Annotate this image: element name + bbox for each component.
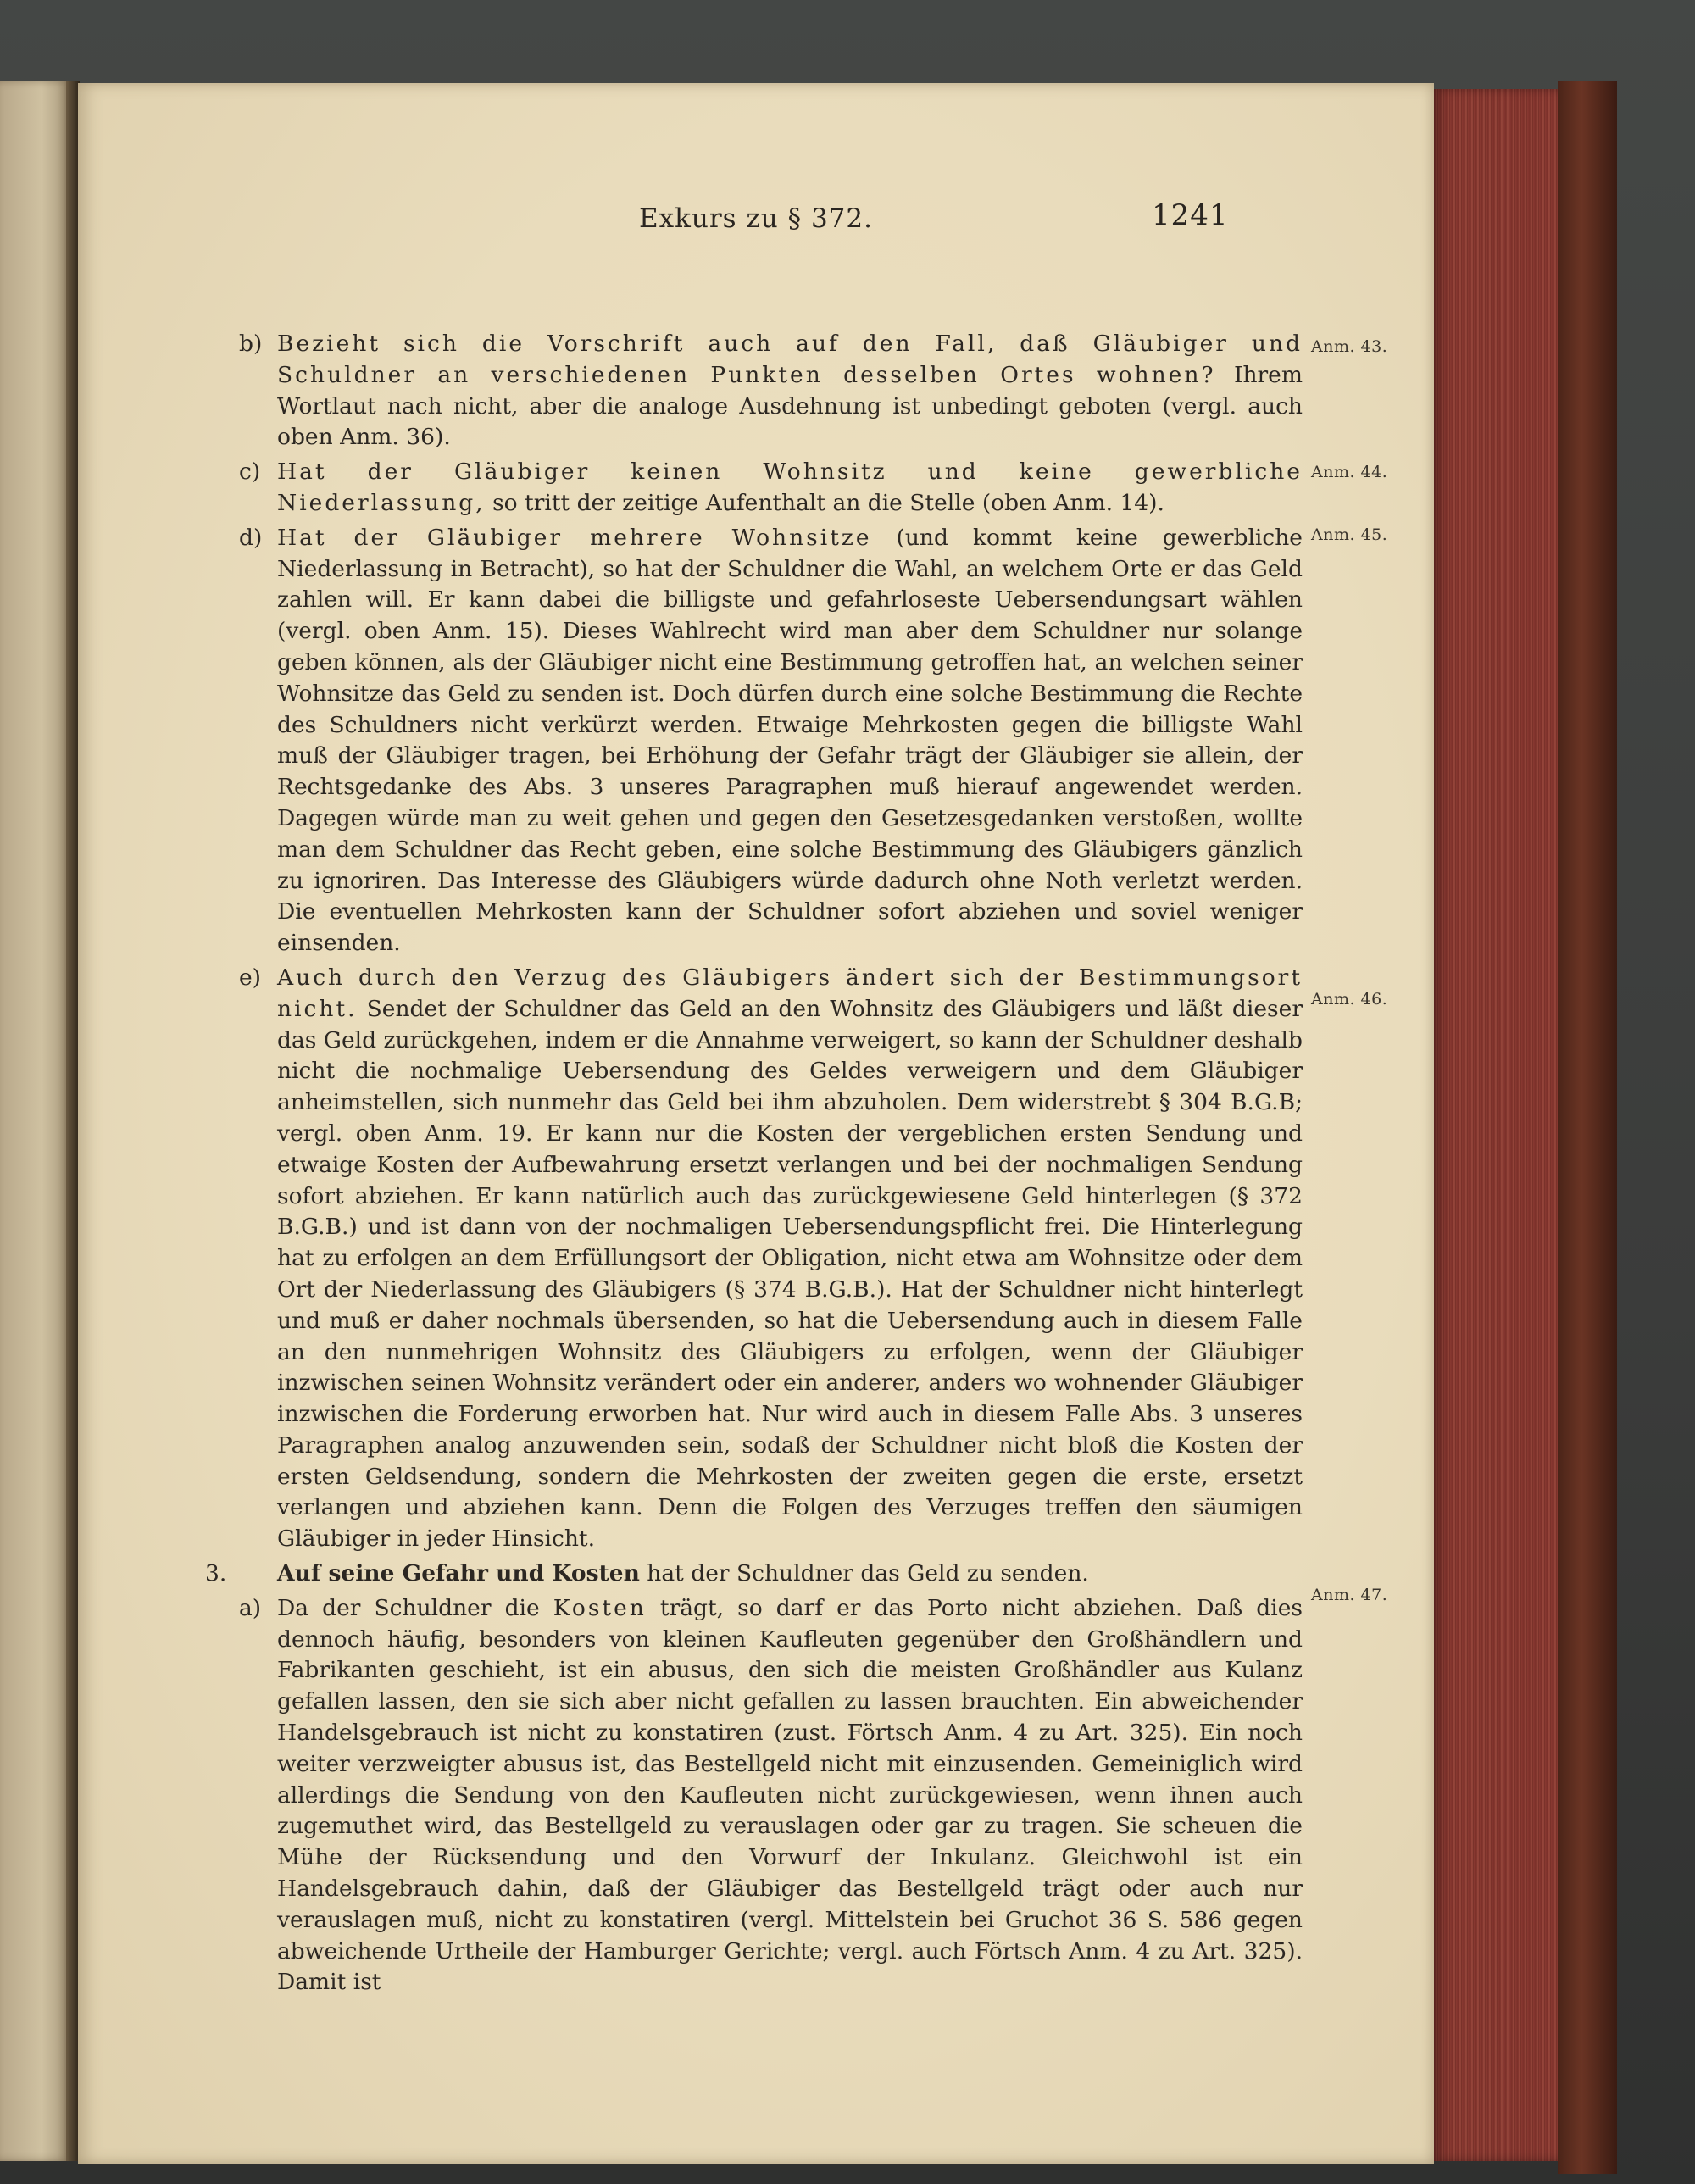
page-number: 1241 — [1152, 198, 1229, 232]
margin-note: Anm. 47. — [1311, 1586, 1388, 1604]
spaced-lead: Bezieht sich die Vorschrift auch auf den Fall, daß Gläubiger und Schuldner an verschiedenen Punkten desselben Ortes wohnen? — [277, 331, 1303, 388]
paragraph — [277, 1593, 1303, 1998]
item-c — [239, 457, 1303, 520]
item-marker: d) — [239, 524, 263, 551]
paragraph-text: Sendet der Schuldner das Geld an den Wohnsitz des Gläubigers und läßt dieser das Geld zurückgehen, indem er die Annahme verweigert, so kann der Schuldner deshalb nicht die nochmalige Uebersendung des Geldes verweigern und dem Gläubiger anheimstellen, sich nunmehr das Geld bei ihm abzuholen. Dem widerstrebt § 304 B.G.B; vergl. oben Anm. 19. Er kann nur die Kosten der vergeblichen ersten Sendung und etwaige Kosten der Aufbewahrung ersetzt verlangen und bei der nochmaligen Sendung sofort abziehen. Er kann natürlich auch das zurückgewiesene Geld hinterlegen (§ 372 B.G.B.) und ist dann von der nochmaligen Uebersendungspflicht frei. Die Hinterlegung hat zu erfolgen an dem Erfüllungsort der Obligation, nicht etwa am Wohnsitze oder dem Ort der Niederlassung des Gläubigers (§ 374 B.G.B.). Hat der Schuldner nicht hinterlegt und muß er daher nochmals übersenden, so hat die Uebersendung auch in diesem Falle an den nunmehrigen Wohnsitz des Gläubigers zu erfolgen, wenn der Gläubiger inzwischen seinen Wohnsitz verändert oder ein anderer, anders wo wohnender Gläubiger inzwischen die Forderung erworben hat. Nur wird auch in diesem Falle Abs. 3 unseres Paragraphen analog anzuwenden sein, sodaß der Schuldner nicht bloß die Kosten der ersten Geldsendung, sondern die Mehrkosten der zweiten gegen die erste, ersetzt verlangen und abziehen kann. Denn die Folgen des Verzuges treffen den säumigen Gläubiger in jeder Hinsicht. — [277, 995, 1303, 1553]
paragraph-text: hat der Schuldner das Geld zu senden. — [639, 1560, 1089, 1587]
paragraph — [277, 963, 1303, 1555]
paragraph-text: so tritt der zeitige Aufenthalt an die Stelle (oben Anm. 14). — [485, 489, 1164, 516]
page-body — [205, 329, 1303, 2024]
paragraph-text: Ihrem Wortlaut nach nicht, aber die analoge Ausdehnung ist unbedingt geboten (vergl. auch oben Anm. 36). — [277, 361, 1303, 451]
paragraph — [277, 457, 1303, 520]
book-page — [78, 83, 1434, 2164]
margin-note: Anm. 43. — [1311, 337, 1388, 356]
item-a — [239, 1593, 1303, 1998]
running-header — [78, 195, 1434, 246]
item-marker: a) — [239, 1594, 262, 1621]
item-e — [239, 963, 1303, 1555]
spaced-lead: Hat der Gläubiger mehrere Wohnsitze — [277, 524, 872, 551]
paragraph-text: (und kommt keine gewerbliche Niederlassung in Betracht), so hat der Schuldner die Wahl, an welchem Orte er das Geld zahlen will. Er kann dabei die billigste und gefahrloseste Uebersendungsart wählen (vergl. oben Anm. 15). Dieses Wahlrecht wird man aber dem Schuldner nur solange geben können, als der Gläubiger nicht eine Bestimmung getroffen hat, an welchen seiner Wohnsitze das Geld zu senden ist. Doch dürfen durch eine solche Bestimmung die Rechte des Schuldners nicht verkürzt werden. Etwaige Mehrkosten gegen die billigste Wahl muß der Gläubiger tragen, bei Erhöhung der Gefahr trägt der Gläubiger sie allein, der Rechtsgedanke des Abs. 3 unseres Paragraphen muß hierauf angewendet werden. Dagegen würde man zu weit gehen und gegen den Gesetzesgedanken verstoßen, wollte man dem Schuldner das Recht geben, eine solche Bestimmung des Gläubigers gänzlich zu ignoriren. Das Interesse des Gläubigers würde dadurch ohne Noth verletzt werden. Die eventuellen Mehrkosten kann der Schuldner sofort abziehen und soviel weniger einsenden. — [277, 524, 1303, 957]
item-marker: b) — [239, 331, 263, 357]
paragraph — [277, 523, 1303, 959]
item-3 — [205, 1559, 1303, 1590]
bold-lead: Auf seine Gefahr und Kosten — [277, 1560, 640, 1587]
item-marker: 3. — [205, 1560, 227, 1587]
margin-note: Anm. 45. — [1311, 525, 1388, 544]
spaced-emphasis: Kosten — [553, 1594, 647, 1621]
item-d — [239, 523, 1303, 959]
paragraph — [277, 329, 1303, 453]
header-title: Exkurs zu § 372. — [639, 203, 873, 234]
paragraph-text: trägt, so darf er das Porto nicht abziehen. Daß dies dennoch häufig, besonders von kleinen Kaufleuten gegenüber den Großhändlern und Fabrikanten geschieht, ist ein abusus, den sich die meisten Großhändler aus Kulanz gefallen lassen, den sie sich aber nicht gefallen zu lassen brauchten. Ein abweichender Handelsgebrauch ist nicht zu konstatiren (zust. Förtsch Anm. 4 zu Art. 325). Ein noch weiter verzweigter abusus ist, das Bestellgeld nicht mit einzusenden. Gemeiniglich wird allerdings die Sendung von den Kaufleuten nicht zurückgewiesen, wenn ihnen auch zugemuthet wird, das Bestellgeld zu verauslagen oder gar zu tragen. Sie scheuen die Mühe der Rücksendung und den Vorwurf der Inkulanz. Gleichwohl ist ein Handelsgebrauch dahin, daß der Gläubiger das Bestellgeld trägt oder auch nur verauslagen muß, nicht zu konstatiren (vergl. Mittelstein bei Gruchot 36 S. 586 gegen abweichende Urtheile der Hamburger Gerichte; vergl. auch Förtsch Anm. 4 zu Art. 325). Damit ist — [277, 1594, 1303, 1996]
margin-note: Anm. 44. — [1311, 463, 1388, 481]
spaced-lead: Auch durch den Verzug des Gläubigers ändert sich der Bestimmungsort nicht. — [277, 964, 1303, 1022]
page-edges — [1432, 89, 1564, 2161]
paragraph — [277, 1559, 1303, 1590]
item-b — [239, 329, 1303, 453]
book-cover-edge — [1558, 81, 1617, 2174]
paragraph-text: Da der Schuldner die — [277, 1594, 553, 1621]
left-page-edge — [0, 81, 69, 2161]
margin-note: Anm. 46. — [1311, 990, 1388, 1009]
spaced-lead: Hat der Gläubiger keinen Wohnsitz und keine gewerbliche Niederlassung, — [277, 458, 1303, 516]
item-marker: c) — [239, 458, 261, 486]
item-marker: e) — [239, 964, 262, 991]
